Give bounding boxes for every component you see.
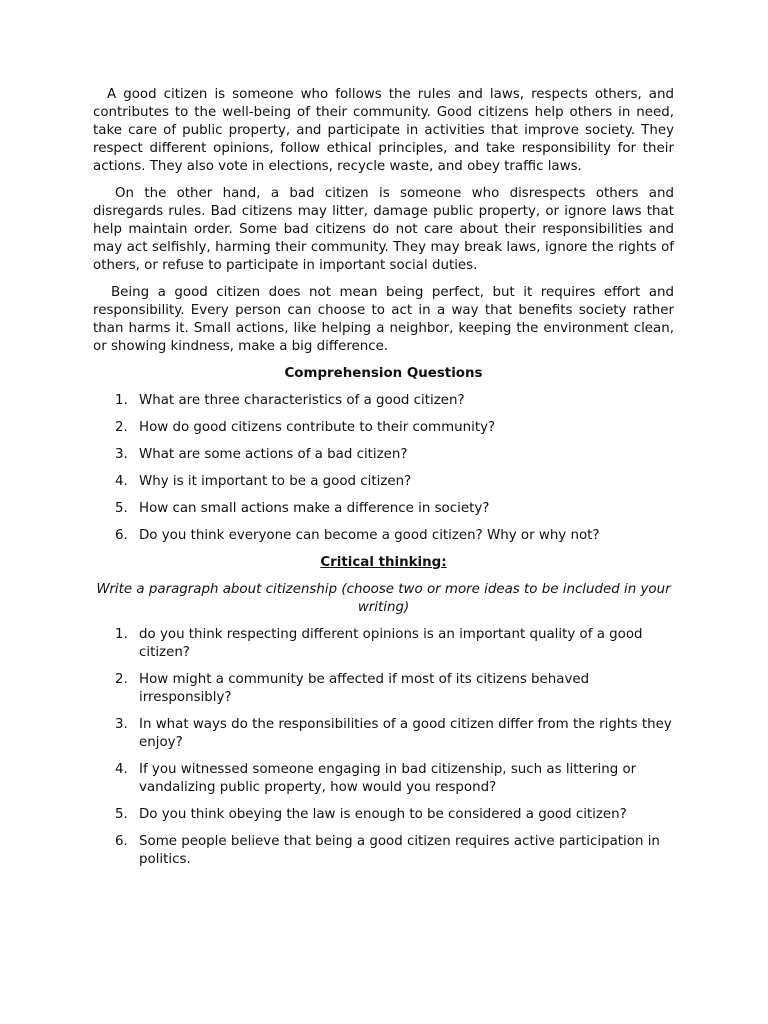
- intro-paragraph-conclusion: Being a good citizen does not mean being perfect, but it requires effort and responsibility. Every person can choose to act in a way that benefits society rather than harms it. Small actions, like helping a neighbor, keeping the environment clean, or showing kindness, make a big difference.: [93, 285, 674, 354]
- question-text: How can small actions make a difference in society?: [139, 501, 490, 516]
- list-item: [93, 473, 674, 491]
- comprehension-heading: Comprehension Questions: [284, 366, 483, 381]
- list-number: 2.: [115, 420, 128, 435]
- intro-paragraph-bad-citizen: On the other hand, a bad citizen is someone who disrespects others and disregards rules. Bad citizens may litter, damage public property, or ignore laws that help maintain order. Some bad citizens do not care about their responsibilities and may act selfishly, harming their community. They may break laws, ignore the rights of others, or refuse to participate in important social duties.: [93, 186, 674, 273]
- list-item: [93, 446, 674, 464]
- list-number: 3.: [115, 447, 128, 462]
- list-item: [93, 761, 674, 797]
- list-number: 1.: [115, 393, 128, 408]
- question-text: Some people believe that being a good citizen requires active participation in politics.: [139, 834, 660, 867]
- critical-thinking-heading: Critical thinking:: [320, 555, 447, 570]
- list-number: 2.: [115, 672, 128, 687]
- question-text: Why is it important to be a good citizen?: [139, 474, 412, 489]
- list-number: 5.: [115, 807, 128, 822]
- list-item: [93, 392, 674, 410]
- question-text: How do good citizens contribute to their community?: [139, 420, 496, 435]
- question-text: If you witnessed someone engaging in bad citizenship, such as littering or vandalizing public property, how would you respond?: [139, 762, 637, 795]
- list-number: 6.: [115, 834, 128, 849]
- list-number: 4.: [115, 762, 128, 777]
- comprehension-question-list: [93, 392, 674, 545]
- critical-thinking-question-list: [93, 626, 674, 869]
- question-text: Do you think everyone can become a good citizen? Why or why not?: [139, 528, 600, 543]
- list-number: 4.: [115, 474, 128, 489]
- list-number: 6.: [115, 528, 128, 543]
- question-text: Do you think obeying the law is enough to be considered a good citizen?: [139, 807, 627, 822]
- list-item: [93, 806, 674, 824]
- list-item: [93, 626, 674, 662]
- critical-thinking-instruction: Write a paragraph about citizenship (choose two or more ideas to be included in your writing): [96, 582, 671, 615]
- list-number: 3.: [115, 717, 128, 732]
- intro-paragraph-good-citizen: A good citizen is someone who follows the rules and laws, respects others, and contributes to the well-being of their community. Good citizens help others in need, take care of public property, and participate in activities that improve society. They respect different opinions, follow ethical principles, and take responsibility for their actions. They also vote in elections, recycle waste, and obey traffic laws.: [93, 87, 674, 174]
- question-text: do you think respecting different opinions is an important quality of a good citizen?: [139, 627, 643, 660]
- list-item: [93, 527, 674, 545]
- list-number: 5.: [115, 501, 128, 516]
- list-item: [93, 716, 674, 752]
- list-item: [93, 671, 674, 707]
- document-page: [93, 86, 674, 878]
- list-item: [93, 500, 674, 518]
- list-number: 1.: [115, 627, 128, 642]
- list-item: [93, 833, 674, 869]
- list-item: [93, 419, 674, 437]
- question-text: What are three characteristics of a good citizen?: [139, 393, 465, 408]
- question-text: How might a community be affected if most of its citizens behaved irresponsibly?: [139, 672, 590, 705]
- question-text: What are some actions of a bad citizen?: [139, 447, 408, 462]
- question-text: In what ways do the responsibilities of a good citizen differ from the rights they enjoy?: [139, 717, 672, 750]
